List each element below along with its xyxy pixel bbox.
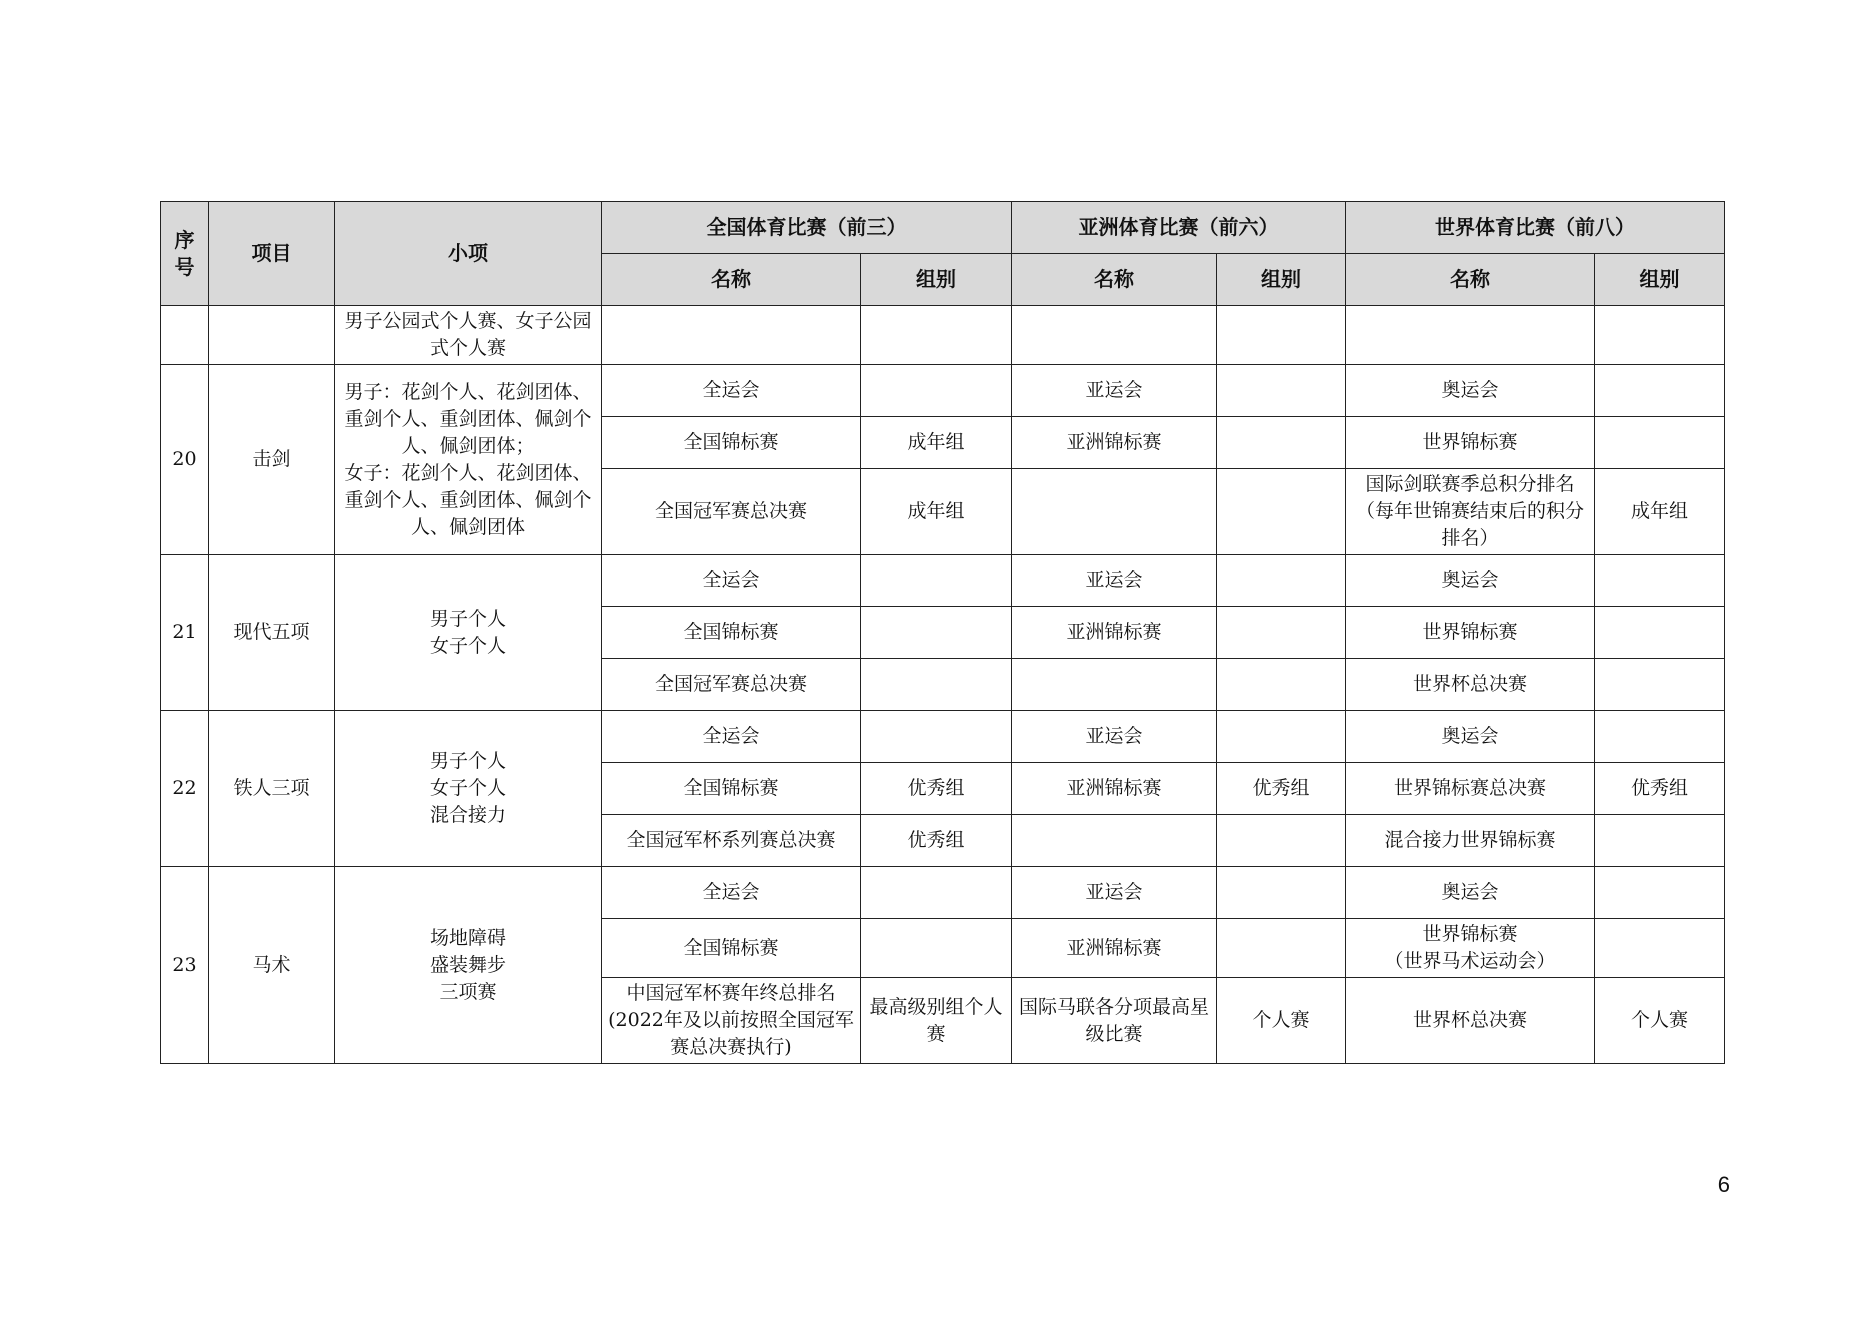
header-asian-group: 组别 <box>1217 254 1346 306</box>
cell-asian-group <box>1217 607 1346 659</box>
cell-asian-name: 亚洲锦标赛 <box>1012 763 1217 815</box>
cell-world-group <box>1595 306 1725 365</box>
cell-subitem: 男子个人 女子个人 <box>335 555 602 711</box>
cell-world-group <box>1595 711 1725 763</box>
cell-national-name: 全国冠军杯系列赛总决赛 <box>602 815 861 867</box>
cell-asian-name: 亚洲锦标赛 <box>1012 919 1217 978</box>
cell-national-group <box>861 555 1012 607</box>
cell-national-group <box>861 659 1012 711</box>
cell-project <box>209 306 335 365</box>
header-world-group: 组别 <box>1595 254 1725 306</box>
cell-world-group: 成年组 <box>1595 469 1725 555</box>
cell-subitem: 男子公园式个人赛、女子公园式个人赛 <box>335 306 602 365</box>
cell-national-name: 中国冠军杯赛年终总排名(2022年及以前按照全国冠军赛总决赛执行) <box>602 978 861 1064</box>
cell-asian-name <box>1012 815 1217 867</box>
cell-world-group <box>1595 867 1725 919</box>
cell-national-group <box>861 365 1012 417</box>
sports-events-table <box>160 201 1725 1064</box>
cell-asian-name: 亚运会 <box>1012 867 1217 919</box>
cell-asian-name <box>1012 306 1217 365</box>
cell-world-name: 世界杯总决赛 <box>1346 978 1595 1064</box>
cell-subitem: 男子个人 女子个人 混合接力 <box>335 711 602 867</box>
cell-national-name <box>602 306 861 365</box>
cell-world-name: 世界锦标赛 <box>1346 607 1595 659</box>
cell-asian-group <box>1217 659 1346 711</box>
cell-world-name: 奥运会 <box>1346 711 1595 763</box>
cell-national-group <box>861 711 1012 763</box>
header-asian: 亚洲体育比赛（前六） <box>1012 202 1346 254</box>
cell-national-group <box>861 919 1012 978</box>
cell-national-name: 全国锦标赛 <box>602 919 861 978</box>
cell-world-group <box>1595 919 1725 978</box>
cell-world-name: 世界锦标赛总决赛 <box>1346 763 1595 815</box>
header-world: 世界体育比赛（前八） <box>1346 202 1725 254</box>
cell-world-name: 世界锦标赛 <box>1346 417 1595 469</box>
cell-world-name: 奥运会 <box>1346 555 1595 607</box>
cell-seq: 20 <box>161 365 209 555</box>
cell-national-group: 最高级别组个人赛 <box>861 978 1012 1064</box>
header-asian-name: 名称 <box>1012 254 1217 306</box>
cell-world-name: 奥运会 <box>1346 867 1595 919</box>
cell-national-name: 全国锦标赛 <box>602 417 861 469</box>
cell-asian-group <box>1217 555 1346 607</box>
cell-national-group: 优秀组 <box>861 815 1012 867</box>
header-national-group: 组别 <box>861 254 1012 306</box>
cell-national-name: 全国锦标赛 <box>602 607 861 659</box>
cell-seq: 21 <box>161 555 209 711</box>
cell-asian-name: 亚运会 <box>1012 365 1217 417</box>
header-world-name: 名称 <box>1346 254 1595 306</box>
header-national: 全国体育比赛（前三） <box>602 202 1012 254</box>
cell-world-group <box>1595 607 1725 659</box>
cell-national-name: 全国冠军赛总决赛 <box>602 469 861 555</box>
cell-national-group <box>861 867 1012 919</box>
cell-asian-group: 优秀组 <box>1217 763 1346 815</box>
table-row <box>161 306 1725 365</box>
cell-subitem: 场地障碍 盛装舞步 三项赛 <box>335 867 602 1064</box>
cell-seq: 22 <box>161 711 209 867</box>
cell-seq <box>161 306 209 365</box>
table-row <box>161 711 1725 763</box>
cell-asian-name <box>1012 659 1217 711</box>
cell-world-name: 世界杯总决赛 <box>1346 659 1595 711</box>
cell-national-name: 全国锦标赛 <box>602 763 861 815</box>
cell-subitem: 男子：花剑个人、花剑团体、重剑个人、重剑团体、佩剑个人、佩剑团体； 女子：花剑个人、花剑团体、重剑个人、重剑团体、佩剑个人、佩剑团体 <box>335 365 602 555</box>
header-subitem: 小项 <box>335 202 602 306</box>
cell-asian-name: 亚洲锦标赛 <box>1012 607 1217 659</box>
cell-asian-name: 亚运会 <box>1012 711 1217 763</box>
cell-asian-group <box>1217 365 1346 417</box>
cell-world-name: 国际剑联赛季总积分排名（每年世锦赛结束后的积分排名） <box>1346 469 1595 555</box>
cell-national-name: 全运会 <box>602 867 861 919</box>
page-number: 6 <box>1717 1172 1730 1197</box>
cell-asian-group <box>1217 306 1346 365</box>
cell-world-group: 个人赛 <box>1595 978 1725 1064</box>
cell-asian-name: 亚洲锦标赛 <box>1012 417 1217 469</box>
cell-seq: 23 <box>161 867 209 1064</box>
header-seq: 序 号 <box>161 202 209 306</box>
cell-asian-group <box>1217 867 1346 919</box>
cell-national-name: 全运会 <box>602 555 861 607</box>
cell-world-group <box>1595 659 1725 711</box>
cell-project: 击剑 <box>209 365 335 555</box>
cell-world-group <box>1595 365 1725 417</box>
cell-asian-group <box>1217 815 1346 867</box>
cell-asian-name <box>1012 469 1217 555</box>
cell-project: 马术 <box>209 867 335 1064</box>
cell-asian-group <box>1217 417 1346 469</box>
cell-national-group: 优秀组 <box>861 763 1012 815</box>
cell-asian-group <box>1217 469 1346 555</box>
cell-world-group <box>1595 417 1725 469</box>
cell-national-group: 成年组 <box>861 469 1012 555</box>
cell-asian-name: 国际马联各分项最高星级比赛 <box>1012 978 1217 1064</box>
cell-project: 铁人三项 <box>209 711 335 867</box>
table-row <box>161 867 1725 919</box>
cell-national-name: 全运会 <box>602 365 861 417</box>
cell-asian-group <box>1217 711 1346 763</box>
cell-national-name: 全运会 <box>602 711 861 763</box>
header-project: 项目 <box>209 202 335 306</box>
cell-asian-group <box>1217 919 1346 978</box>
cell-world-name: 奥运会 <box>1346 365 1595 417</box>
table-row <box>161 365 1725 417</box>
cell-world-name: 混合接力世界锦标赛 <box>1346 815 1595 867</box>
cell-world-name: 世界锦标赛 （世界马术运动会） <box>1346 919 1595 978</box>
table-row <box>161 555 1725 607</box>
header-national-name: 名称 <box>602 254 861 306</box>
cell-national-group <box>861 306 1012 365</box>
cell-national-group <box>861 607 1012 659</box>
cell-world-name <box>1346 306 1595 365</box>
cell-national-name: 全国冠军赛总决赛 <box>602 659 861 711</box>
cell-national-group: 成年组 <box>861 417 1012 469</box>
cell-project: 现代五项 <box>209 555 335 711</box>
cell-world-group <box>1595 555 1725 607</box>
cell-asian-name: 亚运会 <box>1012 555 1217 607</box>
cell-world-group <box>1595 815 1725 867</box>
cell-asian-group: 个人赛 <box>1217 978 1346 1064</box>
cell-world-group: 优秀组 <box>1595 763 1725 815</box>
